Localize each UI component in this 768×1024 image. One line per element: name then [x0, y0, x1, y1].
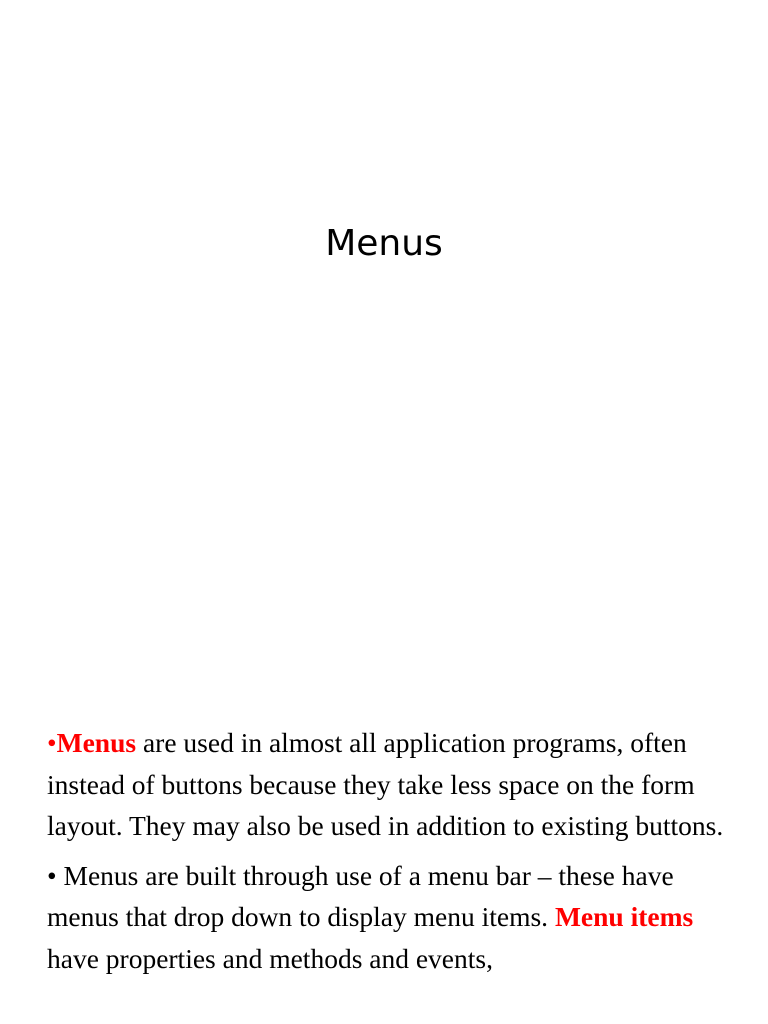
slide-title: Menus — [325, 223, 443, 264]
paragraph-menu-bar — [47, 855, 747, 980]
paragraph-text: have properties and methods and events, — [47, 942, 493, 974]
paragraph-text: • Menus are built through use of a menu bar – these have menus that drop down to display menu items. — [47, 859, 674, 932]
paragraph-text: are used in almost all application programs, often instead of buttons because they take less space on the form layout. They may also be used in addition to existing buttons. — [47, 727, 724, 841]
bullet-marker: • — [47, 727, 57, 758]
paragraph-menus-intro — [47, 722, 747, 847]
slide-body — [47, 722, 747, 987]
highlighted-term: Menu items — [554, 901, 694, 932]
highlighted-term: Menus — [56, 727, 137, 758]
